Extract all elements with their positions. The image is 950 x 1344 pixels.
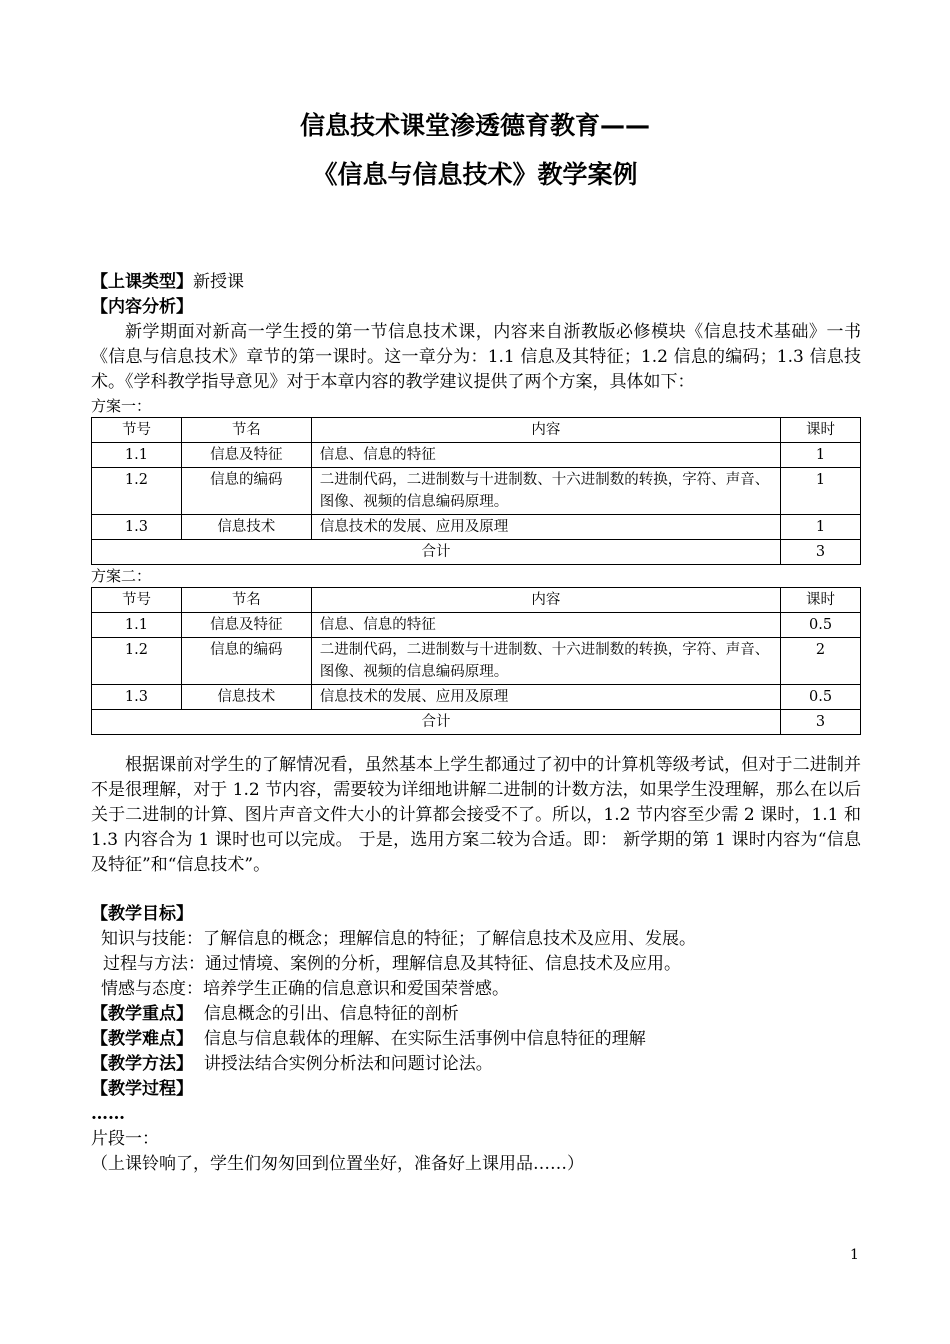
table-cell: 信息技术的发展、应用及原理 [311,685,780,710]
content-analysis-paragraph: 新学期面对新高一学生授的第一节信息技术课，内容来自浙教版必修模块《信息技术基础》一书《信息与信息技术》章节的第一课时。这一章分为：1.1 信息及其特征；1.2 信息的编码；1.3 信息技术。《学科教学指导意见》对于本章内容的教学建议提供了两个方案，具体如下： [91,322,861,392]
table-cell: 信息、信息的特征 [311,613,780,638]
header-cell: 内容 [311,588,780,613]
fragment-label: 片段一： [91,1129,159,1149]
table-cell: 信息及特征 [181,443,311,468]
table-cell: 二进制代码，二进制数与十进制数、十六进制数的转换，字符、声音、图像、视频的信息编码原理。 [311,638,780,685]
table-cell: 信息技术 [181,515,311,540]
total-value: 3 [781,710,861,735]
lesson-type [91,270,861,295]
table-cell: 二进制代码，二进制数与十进制数、十六进制数的转换，字符、声音、图像、视频的信息编码原理。 [311,468,780,515]
analysis-paragraph: 根据课前对学生的了解情况看，虽然基本上学生都通过了初中的计算机等级考试，但对于二进制并不是很理解，对于 1.2 节内容，需要较为详细地讲解二进制的计数方法，如果学生没理解，那么在以后关于二进制的计算、图片声音文件大小的计算都会接受不了。所以，1.2 节内容至少需 2 课时，1.1 和 1.3 内容合为 1 课时也可以完成。 于是，选用方案二较为合适。即： 新学期的第 1 课时内容为“信息及特征”和“信息技术”。 [91,755,861,875]
table-header-row [92,588,861,613]
objective-item: 情感与态度：培养学生正确的信息意识和爱国荣誉感。 [101,979,509,999]
table-cell: 1.1 [92,613,182,638]
table-row [92,613,861,638]
table-cell: 1.1 [92,443,182,468]
header-cell: 节名 [181,418,311,443]
table-cell: 信息的编码 [181,638,311,685]
key-points-value: 信息概念的引出、信息特征的剖析 [203,1004,459,1024]
lesson-type-label: 【上课类型】 [91,272,193,292]
table-row [92,685,861,710]
table-cell: 信息、信息的特征 [311,443,780,468]
objectives-label: 【教学目标】 [91,904,193,924]
table-cell: 1 [781,443,861,468]
plan-1-caption: 方案一： [91,397,152,415]
table-cell: 1.2 [92,468,182,515]
table-row [92,515,861,540]
lesson-type-value: 新授课 [193,272,244,292]
difficulties [91,1027,861,1052]
total-label: 合计 [92,540,781,565]
title-line-1: 信息技术课堂渗透德育教育—— [299,111,650,140]
total-value: 3 [781,540,861,565]
table-header-row [92,418,861,443]
table-cell: 信息的编码 [181,468,311,515]
content-analysis-label: 【内容分析】 [91,297,193,317]
plan-1-table [91,417,861,565]
plan-2-table [91,587,861,735]
table-row [92,443,861,468]
fragment-text: （上课铃响了，学生们匆匆回到位置坐好，准备好上课用品……） [91,1154,584,1174]
objective-item: 过程与方法：通过情境、案例的分析，理解信息及其特征、信息技术及应用。 [103,954,681,974]
table-total-row [92,710,861,735]
title-line-2: 《信息与信息技术》教学案例 [312,160,638,189]
table-cell: 0.5 [781,685,861,710]
difficulties-label: 【教学难点】 [91,1029,193,1049]
header-cell: 内容 [311,418,780,443]
difficulties-value: 信息与信息载体的理解、在实际生活事例中信息特征的理解 [203,1029,646,1049]
methods [91,1052,861,1077]
process-label: 【教学过程】 [91,1079,193,1099]
objective-item: 知识与技能：了解信息的概念；理解信息的特征；了解信息技术及应用、发展。 [101,929,696,949]
table-cell: 1.3 [92,515,182,540]
table-cell: 信息技术 [181,685,311,710]
table-total-row [92,540,861,565]
page-number: 1 [850,1247,859,1263]
table-cell: 1.3 [92,685,182,710]
table-cell: 信息技术的发展、应用及原理 [311,515,780,540]
header-cell: 节号 [92,588,182,613]
table-cell: 2 [781,638,861,685]
table-cell: 1.2 [92,638,182,685]
table-row [92,638,861,685]
plan-2-caption: 方案二： [91,567,152,585]
process-ellipsis: …… [91,1104,125,1124]
methods-value: 讲授法结合实例分析法和问题讨论法。 [203,1054,493,1074]
total-label: 合计 [92,710,781,735]
table-row [92,468,861,515]
key-points [91,1002,861,1027]
header-cell: 课时 [781,418,861,443]
table-cell: 信息及特征 [181,613,311,638]
table-cell: 1 [781,468,861,515]
header-cell: 课时 [781,588,861,613]
table-cell: 1 [781,515,861,540]
document-body [91,270,861,1177]
key-points-label: 【教学重点】 [91,1004,193,1024]
table-cell: 0.5 [781,613,861,638]
header-cell: 节号 [92,418,182,443]
methods-label: 【教学方法】 [91,1054,193,1074]
header-cell: 节名 [181,588,311,613]
